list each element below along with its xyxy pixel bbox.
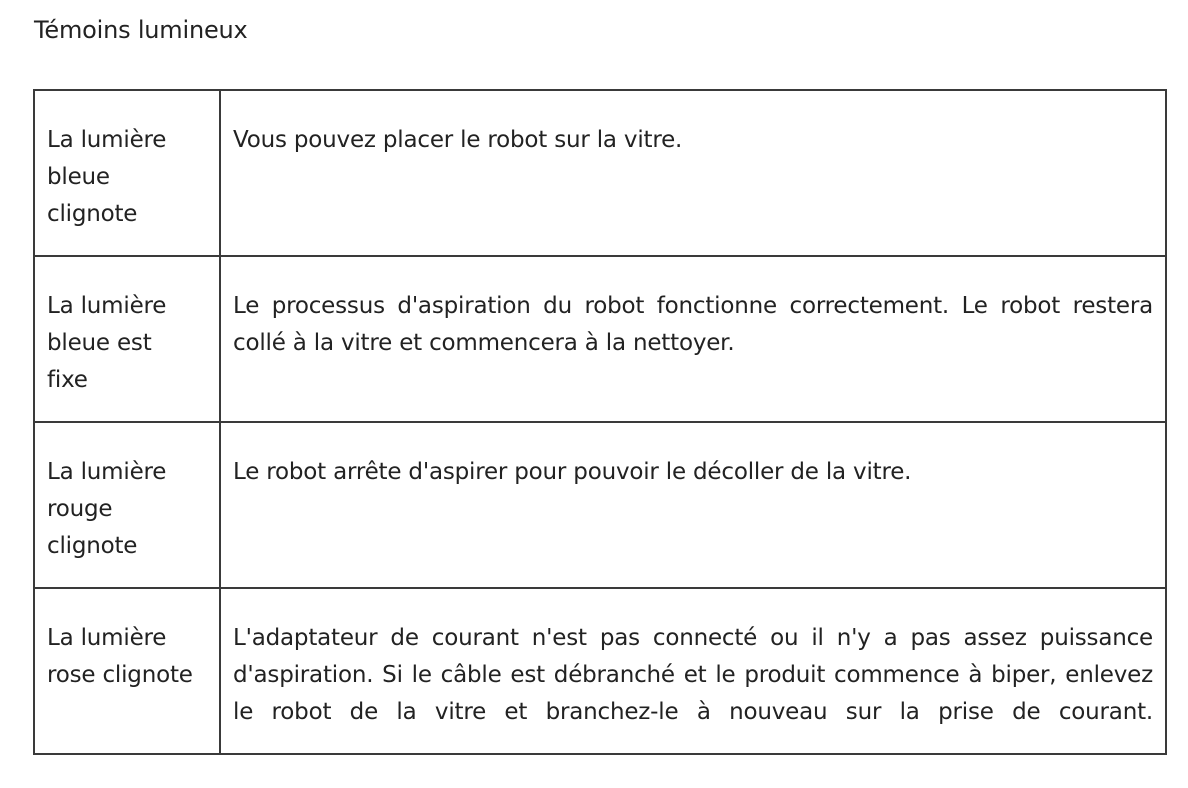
description-cell: L'adaptateur de courant n'est pas connecté ou il n'y a pas assez puissance d'aspiration. Si le câble est débranché et le produit commence à biper, enlevez le robot de la vitre et branchez-le à nouveau sur la prise de courant. xyxy=(220,588,1166,754)
light-state-cell: La lumière rose clignote xyxy=(34,588,220,754)
table-row xyxy=(34,422,1166,588)
light-state-cell: La lumière bleue clignote xyxy=(34,90,220,256)
light-state-cell: La lumière rouge clignote xyxy=(34,422,220,588)
description-cell: Le processus d'aspiration du robot fonctionne correctement. Le robot restera collé à la vitre et commencera à la nettoyer. xyxy=(220,256,1166,422)
light-state-cell: La lumière bleue est fixe xyxy=(34,256,220,422)
section-heading: Témoins lumineux xyxy=(34,16,248,44)
description-cell: Vous pouvez placer le robot sur la vitre. xyxy=(220,90,1166,256)
indicator-lights-table xyxy=(33,89,1167,755)
table-row xyxy=(34,588,1166,754)
description-cell: Le robot arrête d'aspirer pour pouvoir le décoller de la vitre. xyxy=(220,422,1166,588)
table-row xyxy=(34,256,1166,422)
table-row xyxy=(34,90,1166,256)
